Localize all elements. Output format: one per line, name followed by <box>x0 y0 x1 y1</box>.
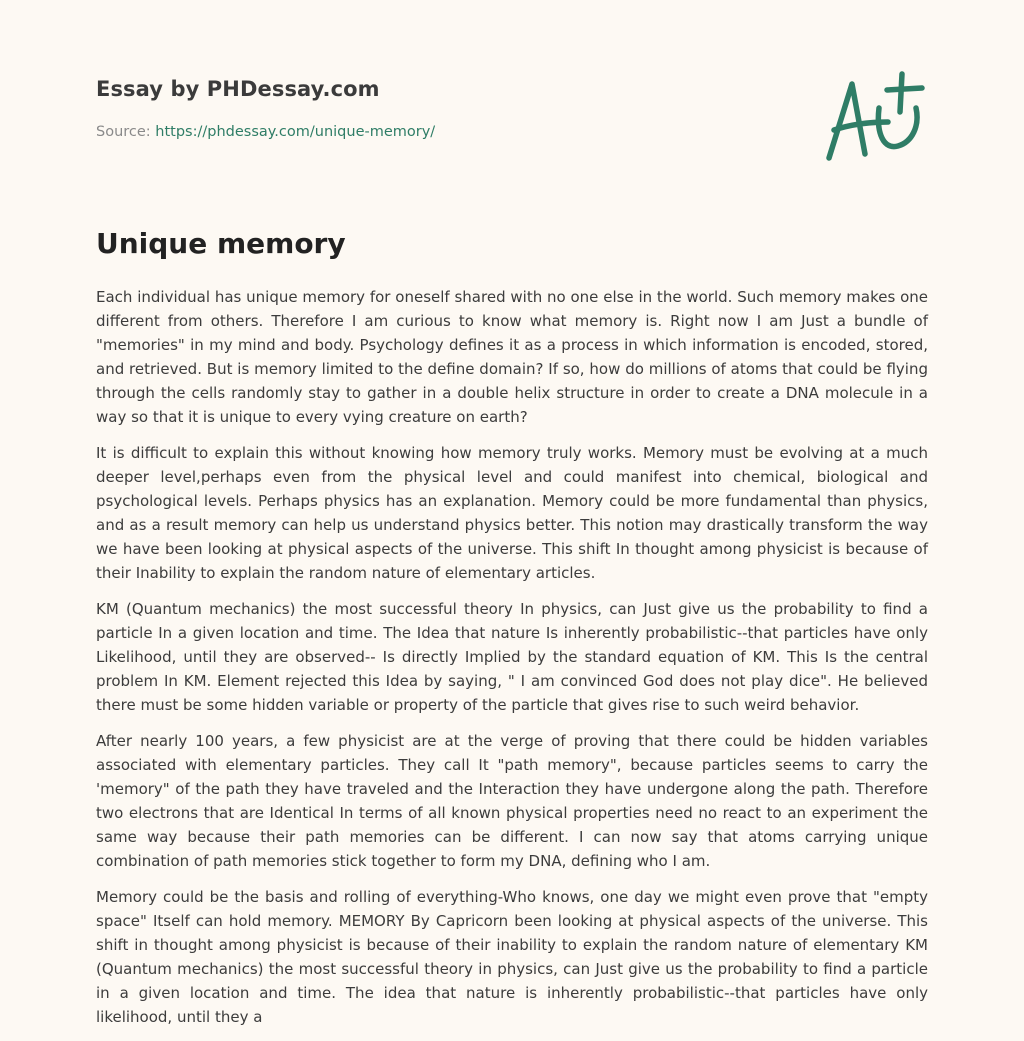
essay-paragraph: It is difficult to explain this without knowing how memory truly works. Memory must be evolving at a much deeper level,perhaps even from the physical level and could manifest into chemical, biological and psychological levels. Perhaps physics has an explanation. Memory could be more fundamental than physics, and as a result memory can help us understand physics better. This notion may drastically transform the way we have been looking at physical aspects of the universe. This shift In thought among physicist is because of their Inability to explain the random nature of elementary articles. <box>96 444 928 582</box>
essay-title: Unique memory <box>96 227 346 260</box>
a-plus-grade-icon <box>822 66 930 166</box>
essay-body <box>96 285 928 1041</box>
essay-paragraph: Each individual has unique memory for oneself shared with no one else in the world. Such memory makes one different from others. Therefore I am curious to know what memory is. Right now I am Just a bundle of "memories" in my mind and body. Psychology defines it as a process in which information is encoded, stored, and retrieved. But is memory limited to the define domain? If so, how do millions of atoms that could be flying through the cells randomly stay to gather in a double helix structure in order to create a DNA molecule in a way so that it is unique to every vying creature on earth? <box>96 288 928 426</box>
site-brand: Essay by PHDessay.com <box>96 77 380 101</box>
source-label: Source: <box>96 124 156 140</box>
source-line <box>96 122 696 142</box>
essay-paragraph: After nearly 100 years, a few physicist are at the verge of proving that there could be hidden variables associated with elementary particles. They call It "path memory", because particles seems to carry the 'memory" of the path they have traveled and the Interaction they have undergone along the path. Therefore two electrons that are Identical In terms of all known physical properties need no react to an experiment the same way because their path memories can be different. I can now say that atoms carrying unique combination of path memories stick together to form my DNA, defining who I am. <box>96 732 928 870</box>
essay-paragraph: Memory could be the basis and rolling of everything-Who knows, one day we might even prove that "empty space" Itself can hold memory. MEMORY By Capricorn been looking at physical aspects of the universe. This shift in thought among physicist is because of their inability to explain the random nature of elementary KM (Quantum mechanics) the most successful theory in physics, can Just give us the probability to find a particle in a given location and time. The idea that nature is inherently probabilistic--that particles have only likelihood, until they a <box>96 888 928 1026</box>
source-link[interactable]: https://phdessay.com/unique-memory/ <box>155 124 436 140</box>
essay-paragraph: KM (Quantum mechanics) the most successful theory In physics, can Just give us the probability to find a particle In a given location and time. The Idea that nature Is inherently probabilistic--that particles have only Likelihood, until they are observed-- Is directly Implied by the standard equation of KM. This Is the central problem In KM. Element rejected this Idea by saying, " I am convinced God does not play dice". He believed there must be some hidden variable or property of the particle that gives rise to such weird behavior. <box>96 600 928 714</box>
essay-header <box>96 74 696 142</box>
